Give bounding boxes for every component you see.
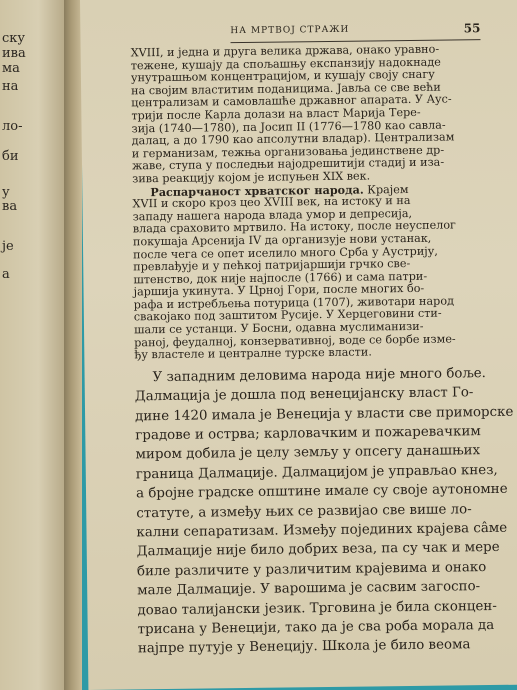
- book-spine: [64, 0, 82, 690]
- section-paragraph: [132, 182, 494, 363]
- text-line: градове и острва; карловачким и пожаревачким: [135, 424, 481, 444]
- intro-paragraph: [131, 43, 493, 186]
- text-line: западу нашега народа влада умор и депресија,: [132, 206, 413, 224]
- text-line: XVII и скоро кроз цео XVIII век, на истоку и на: [132, 194, 411, 211]
- left-page-fragment: у: [2, 185, 10, 200]
- text-line: Далмације није било добрих веза, па су чак и мере: [136, 540, 500, 560]
- running-head: НА МРТВОЈ СТРАЖИ: [230, 24, 350, 37]
- text-line: довао талијански језик. Трговина је била сконцен-: [137, 598, 497, 618]
- text-line: покушаја Арсенија IV да организује нови устанак,: [132, 231, 432, 249]
- text-line: рафа и истребљења потурица (1707), животари народ: [133, 294, 455, 312]
- left-page-fragment: на: [2, 79, 19, 94]
- text-line: далац, а до 1790 као апсолутни владар). Централизам: [131, 130, 455, 148]
- text-line: трији после Карла долази на власт Марија Тере-: [131, 105, 421, 123]
- left-page-fragment: а: [2, 267, 10, 282]
- text-line: зија (1740—1780), па Јосип II (1776—1780 као савла-: [131, 118, 446, 135]
- text-line: У западним деловима народа није много боље.: [152, 365, 486, 385]
- text-line: дине 1420 имала је Венеција у власти све приморске: [135, 404, 514, 424]
- left-page-edge: [0, 0, 64, 690]
- text-line: јаршија укинута. У Црној Гори, после многих бо-: [133, 282, 425, 299]
- text-line: XVIII, и једна и друга велика држава, онако уравно-: [130, 42, 440, 60]
- page-text: [130, 42, 514, 659]
- text-line: раној, феудалној, конзервативној, воде се борбе изме-: [134, 332, 456, 350]
- text-line: влада сраховито мртвило. На истоку, после неуспелог: [132, 218, 456, 236]
- text-line: унутрашњом концентрацијом, и кушају своју снагу: [130, 67, 435, 85]
- section-heading-rest: Крајем: [363, 182, 409, 197]
- text-line: после чега се опет иселило много Срба у Аустрију,: [133, 244, 438, 261]
- section-heading: Распарчаност хрватског народа.: [150, 182, 364, 199]
- text-line: превлађује и у пећкој патријаршији грчко све-: [133, 257, 411, 274]
- text-line: жаве, ступа у последњи најодрешитији стадиј и иза-: [131, 155, 445, 173]
- text-line: статуте, а између њих се развијао све више ло-: [136, 501, 472, 521]
- text-line: Далмација је дошла под венецијанску власт Го-: [134, 385, 474, 405]
- text-line: на својим властитим поданицима. Јавља се све већи: [131, 80, 441, 98]
- text-line: шали се устанци. У Босни, одавна муслиманизи-: [133, 319, 424, 337]
- text-line: ђу властеле и централне турске власти.: [134, 345, 372, 362]
- text-line: кални сепаратизам. Између појединих крајева сâме: [136, 520, 508, 541]
- left-page-fragment: ива: [2, 46, 26, 61]
- text-line: зива реакцију којом је испуњен XIX век.: [132, 169, 371, 186]
- text-line: граница Далмације. Далмацијом је управљао кнез,: [135, 462, 498, 483]
- page-header: [230, 21, 480, 43]
- page-number: 55: [463, 21, 481, 36]
- text-line: штенство, док није најпосле (1766) и сама патри-: [133, 269, 428, 287]
- text-line: трисана у Венецији, тако да је сва роба морала да: [137, 617, 495, 638]
- text-line: и германизам, тежња организовања јединствене др-: [131, 143, 445, 161]
- text-line: миром добила је целу земљу у опсегу данашњих: [135, 443, 481, 463]
- text-line: најпре путује у Венецију. Школа је било веома: [137, 637, 471, 657]
- text-line: свакојако под заштитом Русије. У Херцеговини сти-: [133, 307, 442, 324]
- left-page-fragment: је: [2, 239, 14, 254]
- left-page-fragment: ва: [2, 199, 18, 214]
- left-page-fragment: би: [2, 149, 19, 164]
- left-page-fragment: ску: [2, 31, 26, 46]
- text-line: биле различите у различитим крајевима и онако: [136, 559, 487, 580]
- text-line: тежене, кушају да спољашњу експанзију надокнаде: [130, 55, 441, 72]
- text-line: а бројне градске општине имале су своје аутономне: [135, 482, 508, 502]
- left-page-fragment: ло-: [2, 119, 23, 134]
- text-line: централизам и самовлашће државног апарата. У Аус-: [131, 92, 452, 110]
- text-line: мале Далмације. У варошима је сасвим загоспо-: [137, 579, 481, 599]
- main-paragraph: [134, 364, 514, 659]
- left-page-fragment: ма: [2, 61, 20, 76]
- book-page: [80, 0, 517, 690]
